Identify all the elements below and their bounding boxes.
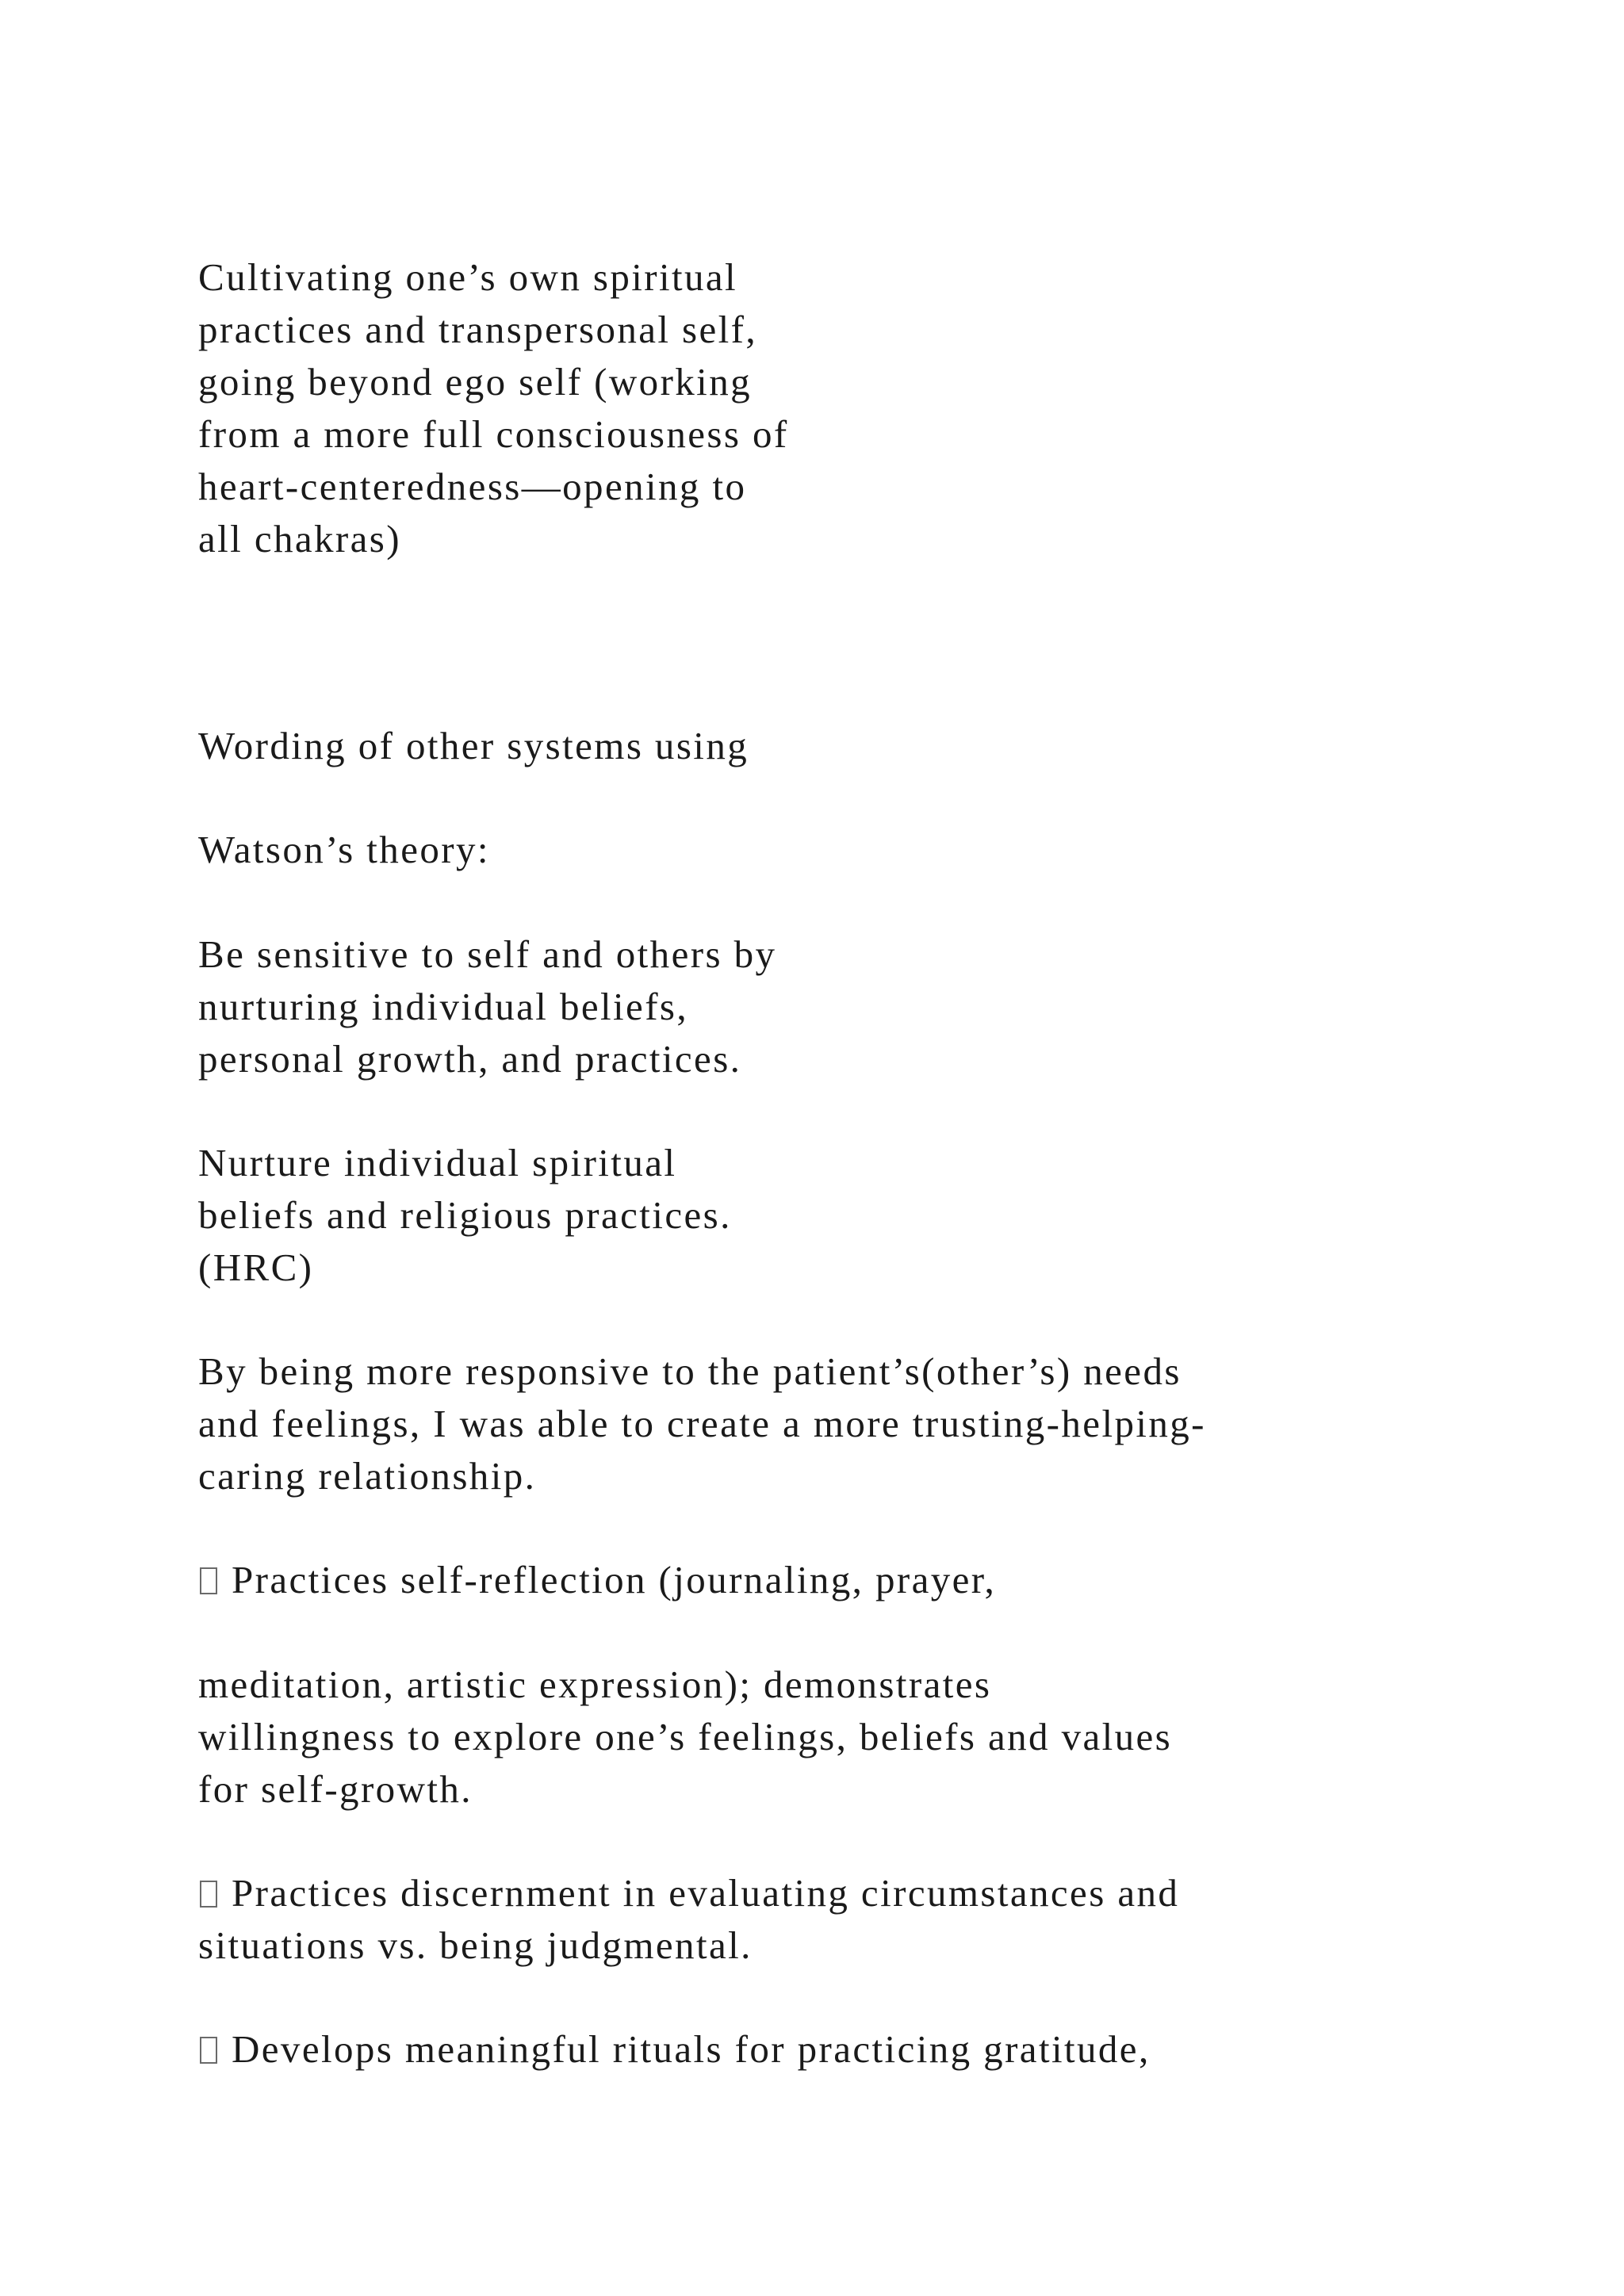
text-line: situations vs. being judgmental. [198, 1923, 753, 1967]
text-line: all chakras) [198, 517, 401, 561]
bullet-box-icon [200, 2037, 217, 2064]
text-line: from a more full consciousness of [198, 412, 789, 456]
text-line: Practices discernment in evaluating circumstances and [232, 1871, 1180, 1915]
responsive-paragraph [198, 1345, 1206, 1502]
text-line: Nurture individual spiritual [198, 1141, 677, 1184]
other-systems-line [198, 720, 749, 772]
text-line: Cultivating one’s own spiritual [198, 255, 738, 299]
text-line: meditation, artistic expression); demonstrates [198, 1663, 992, 1706]
text-line: beliefs and religious practices. [198, 1193, 732, 1237]
bullet-item [198, 2023, 1151, 2076]
bullet-item [198, 1554, 996, 1606]
text-line: and feelings, I was able to create a more trusting-helping- [198, 1402, 1206, 1445]
text-line: going beyond ego self (working [198, 360, 752, 404]
nurture-paragraph [198, 1137, 732, 1294]
bullet-box-icon [200, 1881, 217, 1908]
text-line: Wording of other systems using [198, 724, 749, 767]
text-line: heart-centeredness—opening to [198, 465, 747, 508]
bullet-box-icon [200, 1567, 217, 1594]
text-line: personal growth, and practices. [198, 1037, 742, 1081]
text-line: Practices self-reflection (journaling, prayer, [232, 1558, 997, 1601]
bullet-item [198, 1867, 1179, 1972]
reflection-continued-paragraph [198, 1659, 1172, 1816]
text-line: willingness to explore one’s feelings, beliefs and values [198, 1715, 1173, 1758]
text-line: Watson’s theory: [198, 828, 490, 871]
text-line: practices and transpersonal self, [198, 308, 758, 351]
text-line: Be sensitive to self and others by [198, 932, 777, 976]
text-line: By being more responsive to the patient’s(other’s) needs [198, 1349, 1182, 1393]
intro-paragraph [198, 251, 789, 565]
text-line: Develops meaningful rituals for practicing gratitude, [232, 2027, 1151, 2071]
watson-theory-heading [198, 824, 490, 876]
text-line: caring relationship. [198, 1454, 537, 1498]
text-line: (HRC) [198, 1246, 314, 1289]
text-line: nurturing individual beliefs, [198, 985, 689, 1028]
sensitive-paragraph [198, 928, 776, 1085]
text-line: for self-growth. [198, 1767, 473, 1811]
